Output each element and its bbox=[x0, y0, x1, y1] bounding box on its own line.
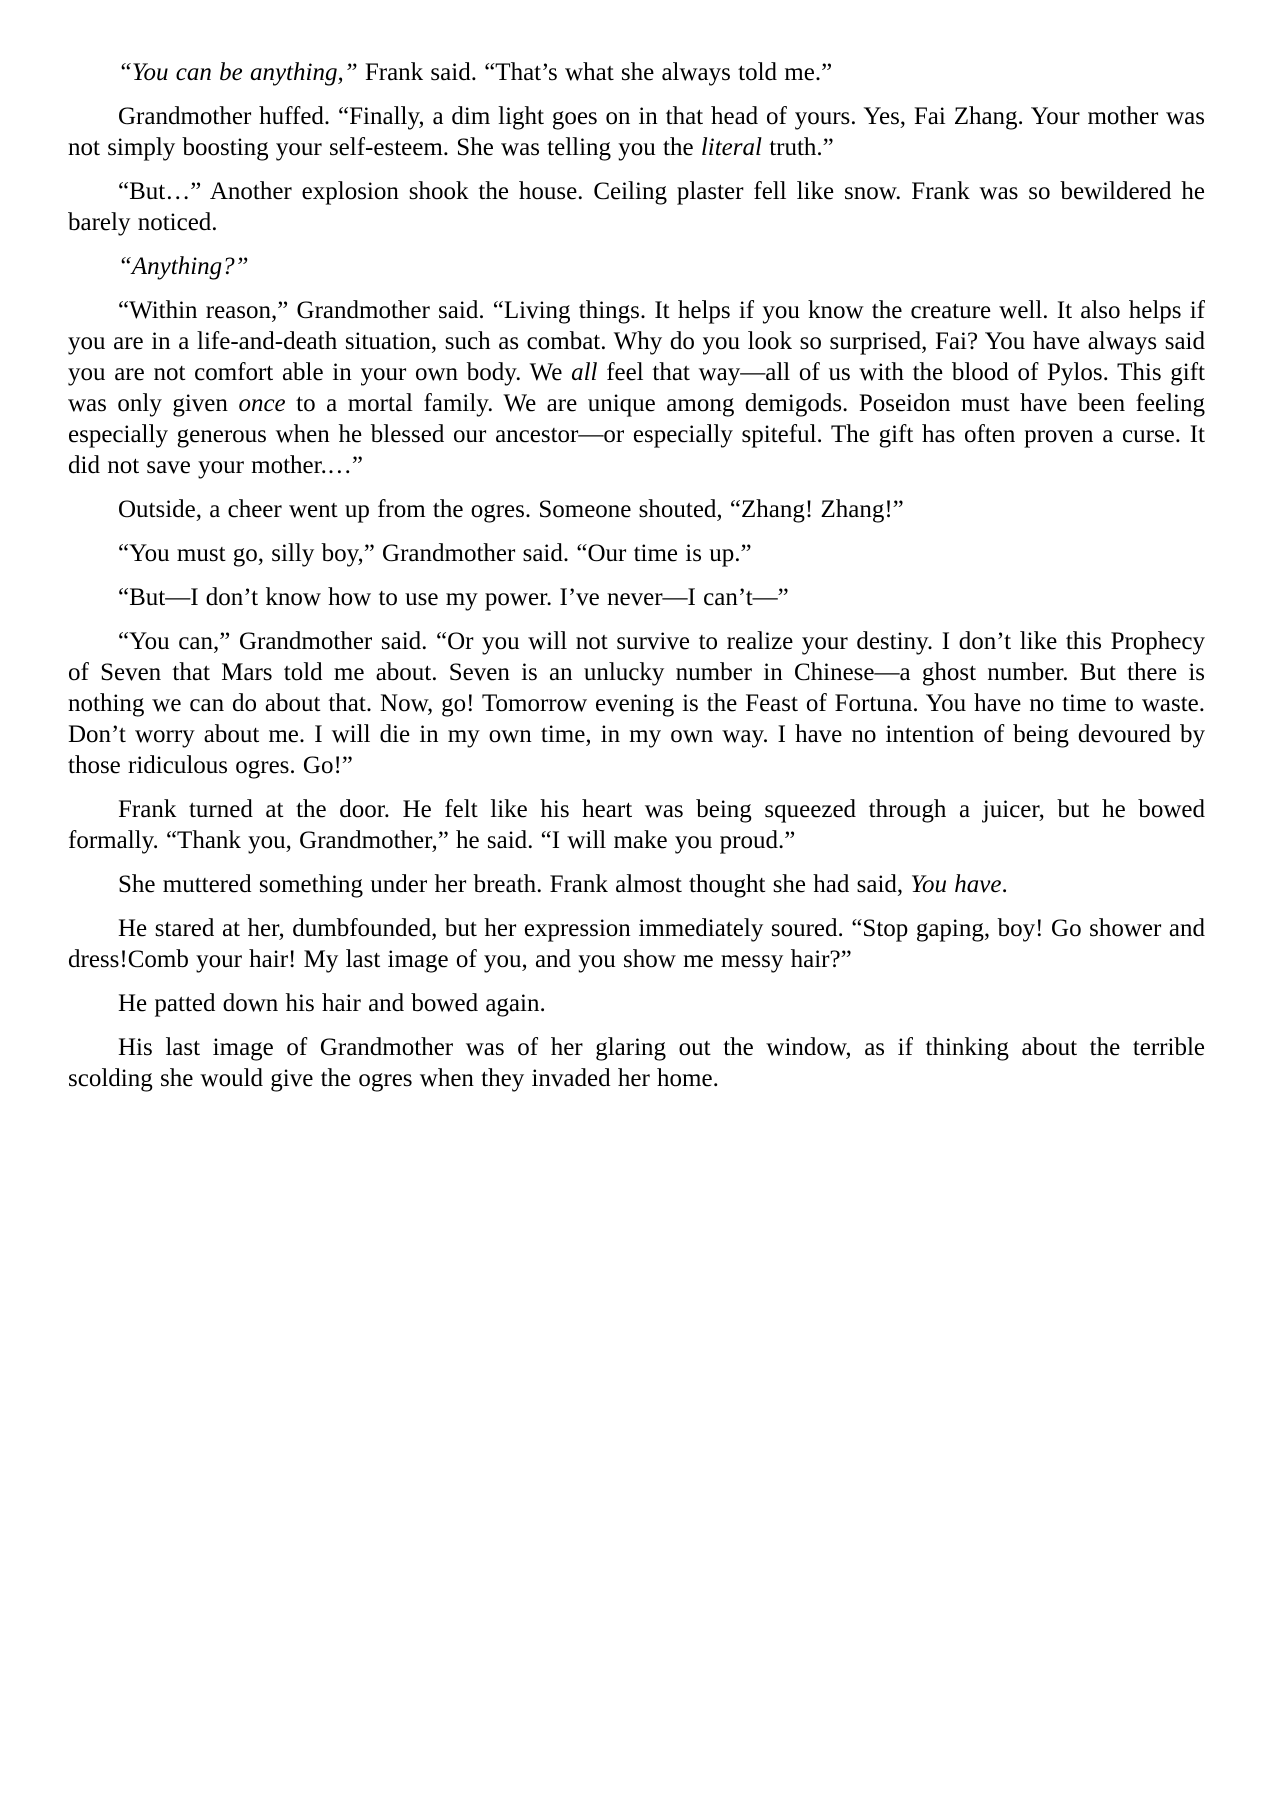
italic-text-run: once bbox=[238, 390, 286, 417]
paragraph bbox=[68, 295, 1205, 481]
italic-text-run: literal bbox=[700, 134, 762, 161]
italic-text-run: all bbox=[571, 359, 598, 386]
text-run: She muttered something under her breath. Frank almost thought she had said, bbox=[118, 871, 911, 898]
page-text bbox=[68, 57, 1205, 1094]
paragraph bbox=[68, 988, 1205, 1019]
text-run: He stared at her, dumbfounded, but her expression immediately soured. “Stop gaping, boy! Go shower and dress!Comb your hair! My last image of you, and you show me messy hair?” bbox=[68, 915, 1205, 973]
paragraph bbox=[68, 794, 1205, 856]
paragraph bbox=[68, 101, 1205, 163]
paragraph bbox=[68, 538, 1205, 569]
text-run: “But—I don’t know how to use my power. I’ve never—I can’t—” bbox=[118, 584, 789, 611]
text-run: He patted down his hair and bowed again. bbox=[118, 990, 546, 1017]
text-run: truth.” bbox=[761, 134, 834, 161]
italic-text-run: You have bbox=[910, 871, 1002, 898]
text-run: Frank turned at the door. He felt like his heart was being squeezed through a juicer, but he bowed formally. “Thank you, Grandmother,” he said. “I will make you proud.” bbox=[68, 796, 1205, 854]
text-run: Grandmother huffed. “Finally, a dim light goes on in that head of yours. Yes, Fai Zhang. Your mother was not simply boosting your self-esteem. She was telling you the bbox=[68, 103, 1205, 161]
italic-text-run: “Anything?” bbox=[118, 253, 249, 280]
text-run: His last image of Grandmother was of her glaring out the window, as if thinking about the terrible scolding she would give the ogres when they invaded her home. bbox=[68, 1034, 1205, 1092]
text-run: Frank said. “That’s what she always told me.” bbox=[357, 59, 833, 86]
paragraph bbox=[68, 582, 1205, 613]
paragraph bbox=[68, 869, 1205, 900]
text-run: “But…” Another explosion shook the house. Ceiling plaster fell like snow. Frank was so bewildered he barely noticed. bbox=[68, 178, 1205, 236]
text-run: “You must go, silly boy,” Grandmother said. “Our time is up.” bbox=[118, 540, 752, 567]
text-run: . bbox=[1001, 871, 1008, 898]
text-run: “You can,” Grandmother said. “Or you will not survive to realize your destiny. I don’t like this Prophecy of Seven that Mars told me about. Seven is an unlucky number in Chinese—a ghost number. But there is nothing we can do about that. Now, go! Tomorrow evening is the Feast of Fortuna. You have no time to waste. Don’t worry about me. I will die in my own time, in my own way. I have no intention of being devoured by those ridiculous ogres. Go!” bbox=[68, 628, 1205, 779]
paragraph bbox=[68, 913, 1205, 975]
paragraph bbox=[68, 494, 1205, 525]
paragraph bbox=[68, 1032, 1205, 1094]
paragraph bbox=[68, 626, 1205, 781]
italic-text-run: “You can be anything,” bbox=[118, 59, 358, 86]
text-run: Outside, a cheer went up from the ogres. Someone shouted, “Zhang! Zhang!” bbox=[118, 496, 904, 523]
text-run: to a mortal family. We are unique among demigods. Poseidon must have been feeling especially generous when he blessed our ancestor—or especially spiteful. The gift has often proven a curse. It did not save your mother.…” bbox=[68, 390, 1205, 479]
paragraph bbox=[68, 57, 1205, 88]
text-run: “Within reason,” Grandmother said. “Living things. It helps if you know the creature well. It also helps if you are in a life-and-death situation, such as combat. Why do you look so surprised, Fai? You have always said you are not comfort able in your own body. We bbox=[68, 297, 1205, 386]
text-run: feel that way—all of us with the blood of Pylos. This gift was only given bbox=[68, 359, 1205, 417]
paragraph bbox=[68, 251, 1205, 282]
paragraph bbox=[68, 176, 1205, 238]
